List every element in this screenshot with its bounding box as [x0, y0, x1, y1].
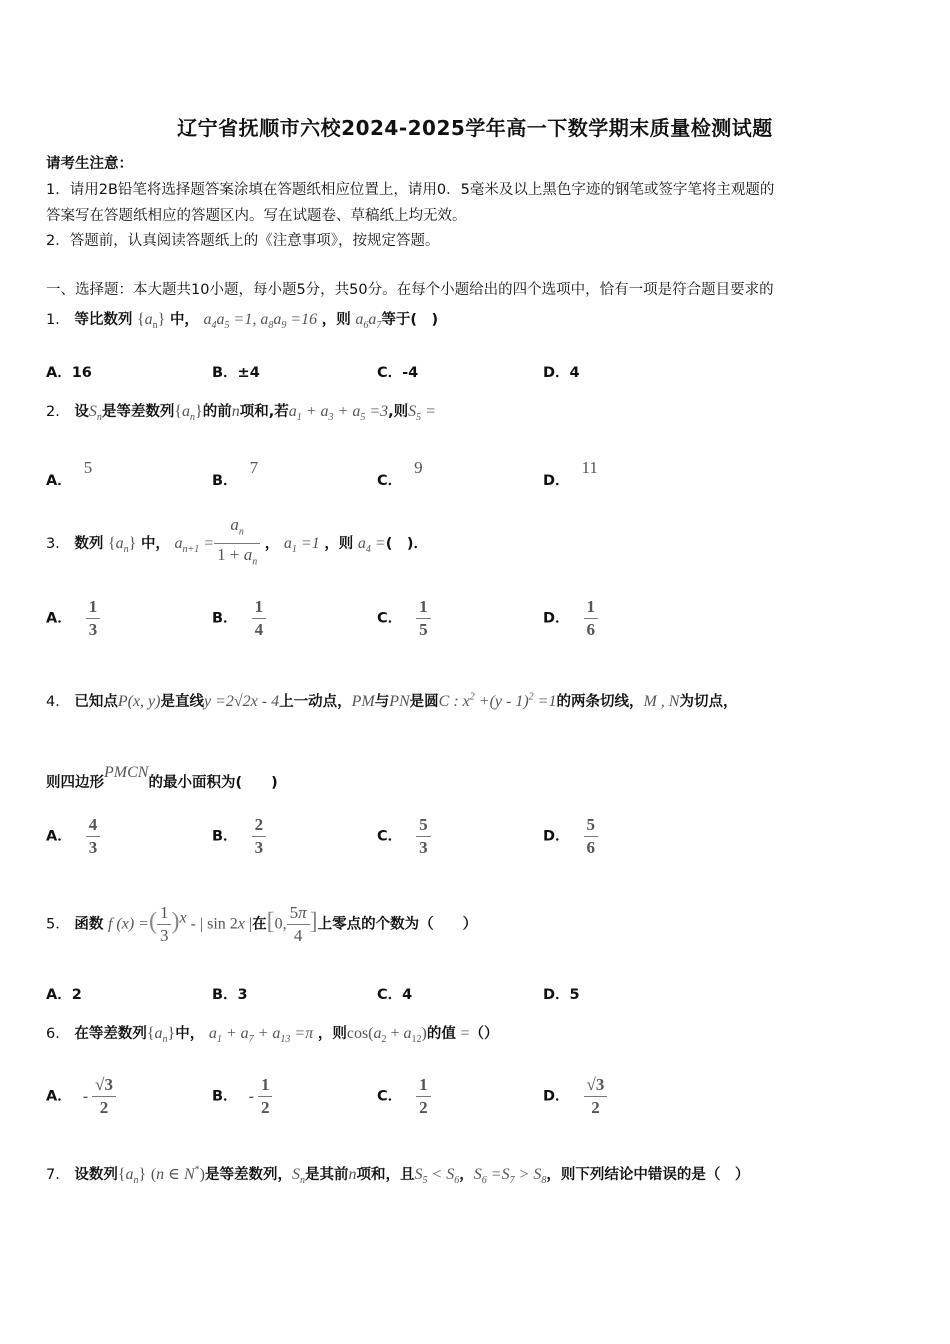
q2-math-sn: $S_n$	[88, 403, 102, 424]
q7-text-4: 项和，且	[356, 1167, 415, 1183]
q6-math-seq: $\{a_n\}$	[146, 1025, 176, 1046]
q6-option-c[interactable]: C． $\frac{1}{2}$	[377, 1074, 431, 1119]
q3-text-1: 数列	[74, 535, 104, 552]
question-7	[46, 1163, 749, 1186]
q2-option-d[interactable]: D．11	[543, 458, 598, 489]
q3-text-3: ，	[264, 535, 280, 552]
q6-option-d[interactable]: D． $\frac{√3}{2}$	[543, 1074, 607, 1119]
q4-text-3: 上一动点，	[279, 694, 352, 710]
notice-item-2: 2．答题前，认真阅读答题纸上的《注意事项》，按规定答题。	[46, 233, 440, 249]
q7-number: 7．	[46, 1167, 70, 1183]
q4-text-7: 为切点，	[679, 694, 738, 710]
q3-option-b[interactable]: B． $\frac{1}{4}$	[212, 596, 266, 641]
q3-math-recur: $a_{n+1}$ =	[174, 534, 215, 556]
q5-text-1: 函数	[74, 916, 104, 933]
q2-math-cond: $a_1 + a_3 + a_5 =3$	[288, 403, 389, 424]
q5-math-func: f (x) =	[107, 915, 149, 933]
q2-option-b[interactable]: B．7	[212, 458, 259, 489]
q1-option-a[interactable]: A．16	[46, 365, 92, 381]
q6-text-5: （）	[469, 1026, 499, 1042]
q3-number: 3．	[46, 535, 70, 552]
q4-option-d[interactable]: D． $\frac{5}{6}$	[543, 814, 598, 859]
q1-math-cond: $a_4a_5 =1$, $a_8a_9 =16$	[203, 311, 318, 332]
q1-math-target: $a_6a_7$	[355, 311, 382, 332]
q3-option-d[interactable]: D． $\frac{1}{6}$	[543, 596, 598, 641]
question-6	[46, 1022, 499, 1045]
q3-option-c[interactable]: C． $\frac{1}{5}$	[377, 596, 431, 641]
q6-text-4: 的值	[426, 1026, 456, 1042]
q6-math-cond: $a_1 + a_7 + a_{13} =\pi$	[208, 1025, 314, 1046]
q2-math-n: n	[231, 403, 240, 420]
q6-text-1: 在等差数列	[74, 1026, 147, 1042]
q2-text-5: ,则	[388, 404, 409, 420]
q5-option-d[interactable]: D．5	[543, 987, 580, 1003]
question-2	[46, 400, 436, 423]
q7-text-2: 是等差数列，	[205, 1167, 292, 1183]
q4-text-2: 是直线	[160, 694, 204, 710]
q4-text-6: 的两条切线，	[556, 694, 644, 710]
q7-math-seq: $\{a_n\}$	[117, 1166, 147, 1187]
q4-option-b[interactable]: B． $\frac{2}{3}$	[212, 814, 266, 859]
question-4-line-2	[46, 764, 278, 792]
q2-text-3: 的前	[202, 404, 232, 420]
question-3	[46, 514, 428, 574]
q3-text-4: ，则	[324, 535, 354, 552]
q7-math-ineq-1: $S_5 < S_6$	[414, 1166, 460, 1187]
q2-text-2: 是等差数列	[101, 404, 175, 420]
q3-math-a4: $a_4$ =	[357, 534, 386, 556]
q5-option-c[interactable]: C．4	[377, 987, 413, 1003]
notice-heading: 请考生注意：	[46, 156, 133, 172]
q4-text-1: 已知点	[74, 694, 118, 710]
notice-item-1-line-1: 1．请用2B铅笔将选择题答案涂填在答题纸相应位置上，请用0．5毫米及以上黑色字迹的钢笔或签字笔将主观题的	[46, 182, 775, 198]
q4-math-mn: M , N	[643, 693, 680, 710]
q4-text-9: 的最小面积为( )	[148, 775, 278, 791]
q2-option-c[interactable]: C．9	[377, 458, 423, 489]
q6-option-a[interactable]: A． - $\frac{√3}{2}$	[46, 1074, 116, 1119]
q1-text-3: ，则	[321, 312, 351, 328]
q2-number: 2．	[46, 404, 70, 420]
question-4-line-1	[46, 690, 737, 711]
q7-text-5: ，	[459, 1167, 474, 1183]
q4-text-8: 则四边形	[46, 775, 104, 791]
q4-number: 4．	[46, 694, 70, 710]
q3-math-init: $a_1 =1$	[283, 534, 320, 556]
q1-option-b[interactable]: B．±4	[212, 365, 260, 381]
section-heading: 一、选择题：本大题共10小题，每小题5分，共50分。在每个小题给出的四个选项中，恰有一项是符合题目要求的	[46, 282, 774, 298]
q2-text-4: 项和,若	[239, 404, 289, 420]
q1-number: 1．	[46, 312, 70, 328]
q7-math-domain: (n ∈ N*)	[150, 1164, 205, 1183]
q7-text-1: 设数列	[74, 1167, 118, 1183]
q2-option-a[interactable]: A．5	[46, 458, 93, 489]
q7-math-ineq-2: $S_6 =S_7 > S_8$	[473, 1166, 547, 1187]
q3-math-seq: $\{a_n\}$	[107, 534, 137, 556]
page-title: 辽宁省抚顺市六校2024-2025学年高一下数学期末质量检测试题	[177, 116, 773, 140]
q4-text-5: 是圆	[409, 694, 439, 710]
q4-option-a[interactable]: A． $\frac{4}{3}$	[46, 814, 100, 859]
q3-text-2: 中，	[140, 535, 170, 552]
q5-text-2: 在	[252, 916, 267, 933]
q7-math-n: n	[348, 1166, 357, 1183]
q2-text-1: 设	[74, 404, 89, 420]
q3-math-frac: $\frac{a_n}{1 + a_n}$	[214, 514, 260, 574]
q6-text-2: 中，	[175, 1026, 205, 1042]
question-5: 5． 函数 f (x) =( $\frac{1}{3}$ )$^x$ - | sin 2x |在[0, $\frac{5\pi}{4}$ ]上零点的个数为（ ）	[46, 903, 478, 945]
q4-option-c[interactable]: C． $\frac{5}{3}$	[377, 814, 431, 859]
q4-math-point: P(x, y)	[117, 693, 161, 710]
q1-text-4: 等于( )	[381, 312, 439, 328]
q6-math-eq: =	[460, 1025, 470, 1042]
q5-option-b[interactable]: B．3	[212, 987, 248, 1003]
q5-number: 5．	[46, 916, 70, 933]
q1-text-2: 中，	[169, 312, 199, 328]
q7-text-6: ，则下列结论中错误的是（ ）	[546, 1167, 750, 1183]
q6-text-3: ，则	[317, 1026, 347, 1042]
notice-item-1-line-2: 答案写在答题纸相应的答题区内。写在试题卷、草稿纸上均无效。	[46, 208, 467, 224]
q4-math-pn: PN	[389, 693, 410, 710]
q4-math-pm: PM	[351, 693, 375, 710]
question-1	[46, 308, 438, 331]
q6-option-b[interactable]: B． - $\frac{1}{2}$	[212, 1074, 272, 1119]
q5-text-3: 上零点的个数为（ ）	[317, 916, 478, 933]
q4-math-circle: C : $x^2 +(y - 1)^2 =1$	[438, 691, 557, 710]
q4-math-quad: PMCN	[104, 764, 149, 781]
q7-math-sn: $S_n$	[292, 1166, 305, 1187]
q3-option-a[interactable]: A． $\frac{1}{3}$	[46, 596, 100, 641]
q1-option-d[interactable]: D．4	[543, 365, 580, 381]
q5-option-a[interactable]: A．2	[46, 987, 82, 1003]
q1-option-c[interactable]: C．-4	[377, 365, 419, 381]
q4-math-line: y =2√2x - 4	[203, 693, 280, 710]
q2-math-seq: $\{a_n\}$	[174, 403, 203, 424]
q4-text-4: 与	[374, 694, 390, 710]
q1-text-1: 等比数列	[74, 312, 133, 328]
q3-text-5: ( )．	[385, 535, 428, 552]
q6-number: 6．	[46, 1026, 70, 1042]
q6-math-cos: $\cos(a_2 + a_{12})$	[346, 1025, 427, 1046]
q1-math-seq: $\{a_n\}$	[136, 311, 166, 332]
q7-text-3: 是其前	[305, 1167, 349, 1183]
q2-math-s5: $S_5$ =	[408, 403, 436, 424]
